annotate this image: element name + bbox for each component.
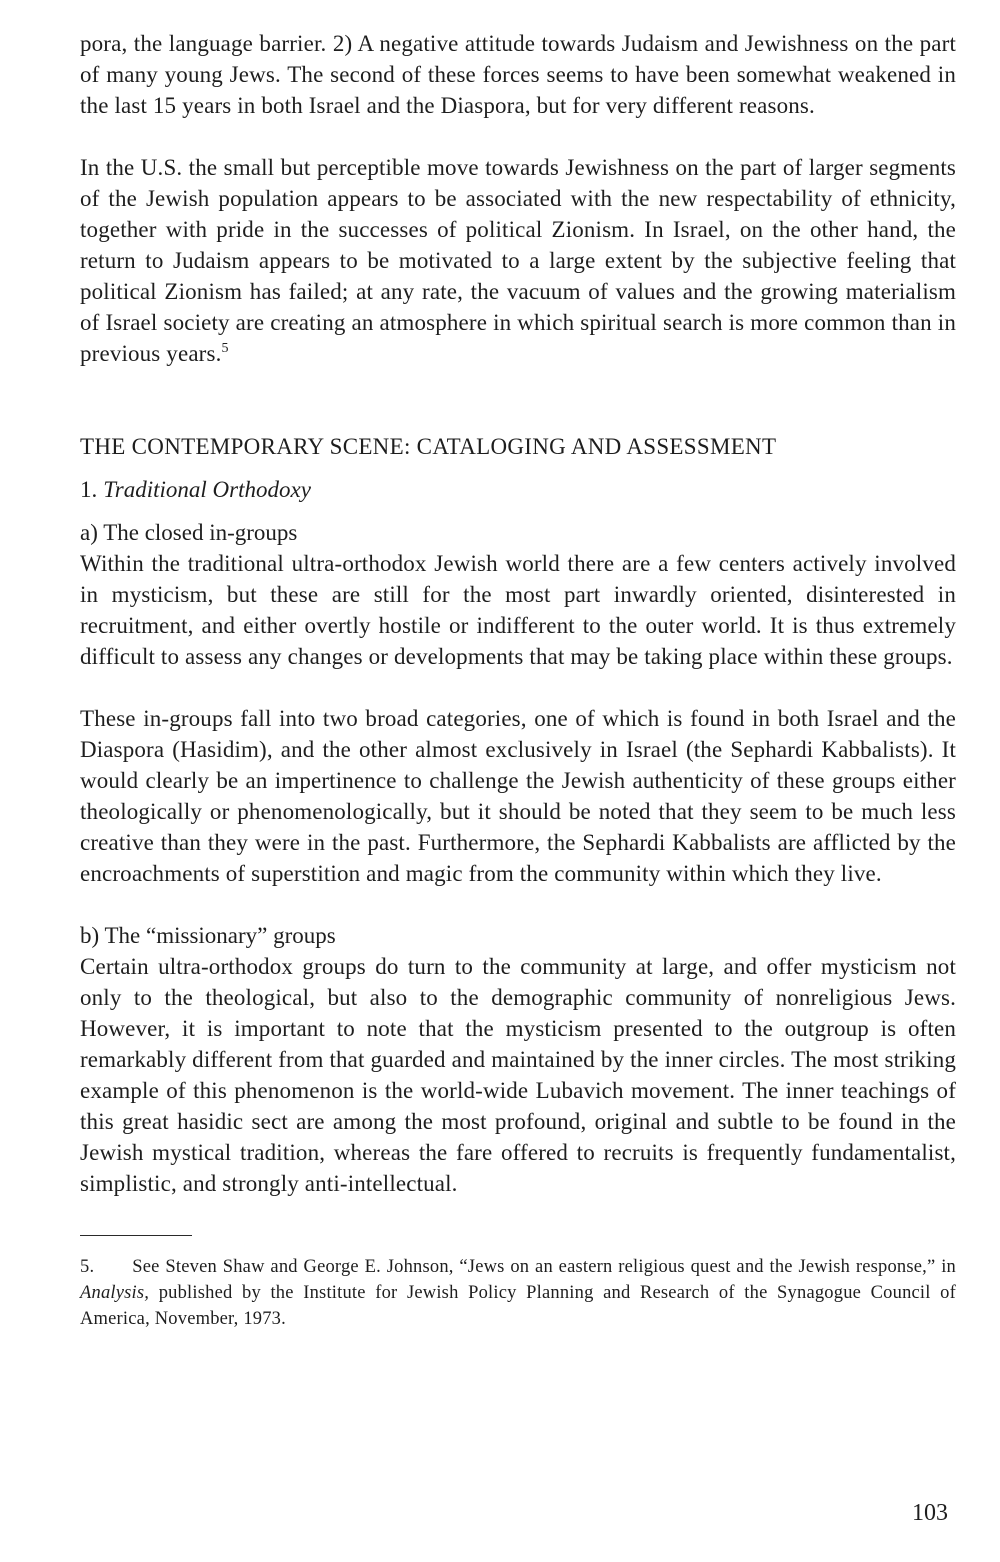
page-body (80, 28, 956, 1332)
paragraph-us-israel-text: In the U.S. the small but perceptible move towards Jewishness on the part of larger segments of the Jewish population appears to be associated with the new respectability of ethnicity, together with pride in the successes of political Zionism. In Israel, on the other hand, the return to Judaism appears to be motivated to a large extent by the subjective feeling that political Zionism has failed; at any rate, the vacuum of values and the growing materialism of Israel society are creating an atmosphere in which spiritual search is more common than in previous years. (80, 155, 956, 366)
part-a-paragraph-1: Within the traditional ultra-orthodox Jewish world there are a few centers actively involved in mysticism, but these are still for the most part inwardly oriented, disinterested in recruitment, and either overtly hostile or indifferent to the outer world. It is thus extremely difficult to assess any changes or developments that may be taking place within these groups. (80, 551, 956, 669)
paragraph-gap (80, 672, 956, 703)
paragraph-intro-continuation: pora, the language barrier. 2) A negative attitude towards Judaism and Jewishness on the part of many young Jews. The second of these forces seems to have been somewhat weakened in the last 15 years in both Israel and the Diaspora, but for very different reasons. (80, 31, 956, 118)
footnote-text-before: See Steven Shaw and George E. Johnson, “Jews on an eastern religious quest and the Jewish response,” in (132, 1257, 956, 1277)
heading-gap (80, 462, 956, 474)
part-a-title: a) The closed in-groups (80, 520, 298, 545)
footnote-reference: 5 (221, 341, 229, 356)
footnote-rule-gap (80, 1236, 956, 1254)
footnote-italic-title: Analysis, (80, 1283, 150, 1303)
part-b-title: b) The “missionary” groups (80, 923, 336, 948)
page-number: 103 (912, 1500, 948, 1526)
section-gap (80, 369, 956, 431)
subsection-title (80, 474, 956, 505)
part-a-paragraph-2: These in-groups fall into two broad categories, one of which is found in both Israel and the Diaspora (Hasidim), and the other almost exclusively in Israel (the Sephardi Kabbalists). It would clearly be an impertinence to challenge the Jewish authenticity of these groups either theologically or phenomenologically, but it should be noted that they seem to be much less creative than they were in the past. Furthermore, the Sephardi Kabbalists are afflicted by the encroachments of superstition and magic from the community within which they live. (80, 706, 956, 886)
paragraph-us-israel (80, 152, 956, 369)
part-b-paragraph: Certain ultra-orthodox groups do turn to the community at large, and offer mysticism not only to the theological, but also to the demographic community of nonreligious Jews. However, it is important to note that the mysticism presented to the outgroup is often remarkably different from that guarded and maintained by the inner circles. The most striking example of this phenomenon is the world-wide Lubavich movement. The inner teachings of this great hasidic sect are among the most profound, original and subtle to be found in the Jewish mystical tradition, whereas the fare offered to recruits is frequently fundamentalist, simplistic, and strongly anti-intellectual. (80, 954, 956, 1196)
subsection-number: 1. (80, 477, 98, 502)
subsection-gap (80, 505, 956, 517)
paragraph-gap (80, 889, 956, 920)
section-heading: THE CONTEMPORARY SCENE: CATALOGING AND ASSESSMENT (80, 434, 777, 459)
paragraph-gap (80, 121, 956, 152)
footnote-gap (80, 1199, 956, 1235)
footnote-number: 5. (80, 1257, 95, 1277)
footnote (80, 1254, 956, 1332)
subsection-name: Traditional Orthodoxy (103, 477, 311, 502)
footnote-text-after: published by the Institute for Jewish Policy Planning and Research of the Synagogue Council of America, November, 1973. (80, 1283, 956, 1329)
